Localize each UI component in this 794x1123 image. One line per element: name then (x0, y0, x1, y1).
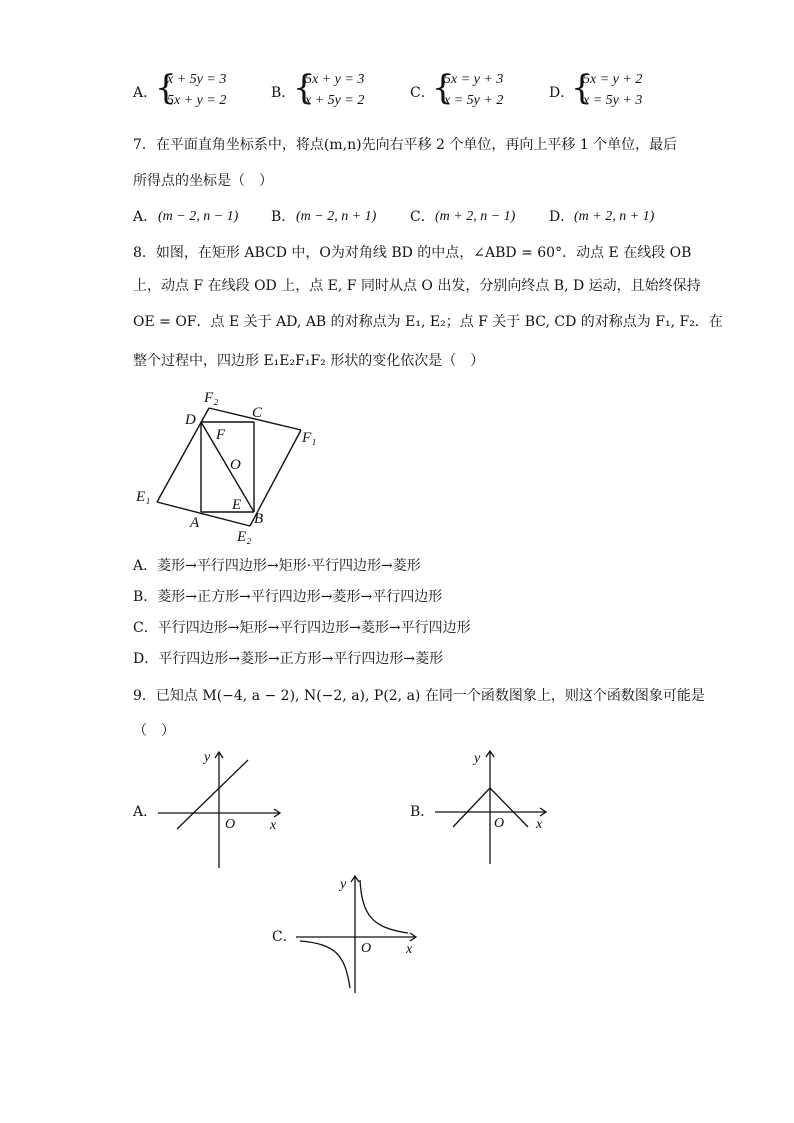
graph-line (177, 760, 248, 829)
q9-option-b-graph (428, 742, 568, 872)
q6-option-a-brace: { (155, 68, 177, 108)
q6-option-b-eq1: 5x + y = 3 (305, 72, 365, 87)
q7-stem-line2: 所得点的坐标是（ ） (133, 173, 273, 189)
hyperbola-branch-2 (300, 941, 350, 988)
axis-label-y: y (340, 877, 347, 892)
q6-option-d-brace: { (571, 68, 593, 108)
q8-stem-line2: 上，动点 F 在线段 OD 上，点 E, F 同时从点 O 出发，分别向终点 B, D 运动，且始终保持 (133, 278, 701, 294)
q9-stem-line1: 9．已知点 M(−4, a − 2), N(−2, a), P(2, a) 在同一个函数图象上，则这个函数图象可能是 (133, 688, 705, 704)
q6-option-a-label: A． (133, 85, 158, 101)
axis-label-x: x (270, 818, 277, 833)
origin-label: O (361, 941, 372, 956)
q9-option-c-graph (292, 868, 432, 998)
q6-option-c-eq1: 5x = y + 3 (444, 72, 504, 87)
q8-option-d: D．平行四边形→菱形→正方形→平行四边形→菱形 (133, 651, 444, 667)
q6-option-c-eq2: x = 5y + 2 (444, 93, 504, 108)
q7-option-d-value: (m + 2, n + 1) (574, 209, 655, 224)
q6-option-c-label: C． (410, 85, 435, 101)
origin-label: O (494, 816, 505, 831)
q9-option-b-label: B． (410, 804, 435, 820)
label-c: C (252, 405, 263, 421)
q9-option-a-graph (150, 742, 290, 872)
label-f1: F₁ (302, 430, 317, 446)
q7-stem-line1: 7．在平面直角坐标系中，将点(m,n)先向右平移 2 个单位，再向上平移 1 个单位，最后 (133, 137, 678, 153)
q9-option-a-label: A． (133, 804, 158, 820)
label-e: E (232, 497, 242, 513)
q7-option-b-value: (m − 2, n + 1) (296, 209, 377, 224)
label-a: A (190, 515, 200, 531)
q8-stem-line3: OE = OF．点 E 关于 AD, AB 的对称点为 E₁, E₂；点 F 关于 BC, CD 的对称点为 F₁, F₂．在 (133, 314, 723, 330)
q7-option-c-value: (m + 2, n − 1) (435, 209, 516, 224)
q7-option-d-label: D． (549, 209, 575, 225)
label-f: F (216, 427, 226, 443)
diagonal-bd (201, 422, 254, 512)
q6-option-b-brace: { (293, 68, 315, 108)
label-e1: E₁ (136, 489, 151, 505)
q8-stem-line1: 8．如图，在矩形 ABCD 中，O为对角线 BD 的中点，∠ABD = 60°．动点 E 在线段 OB (133, 245, 692, 261)
q7-option-a-value: (m − 2, n − 1) (158, 209, 239, 224)
axis-label-y: y (204, 750, 211, 765)
hyperbola-branch-1 (360, 880, 408, 933)
q6-option-b-label: B． (271, 85, 296, 101)
q6-option-a-eq1: x + 5y = 3 (167, 72, 227, 87)
axis-label-y: y (474, 751, 481, 766)
q9-option-c-label: C． (272, 929, 297, 945)
label-f2: F₂ (204, 390, 219, 406)
q6-option-d-eq2: x = 5y + 3 (583, 93, 643, 108)
q7-option-b-label: B． (271, 209, 296, 225)
label-o: O (230, 457, 241, 473)
q6-option-a-eq2: 5x + y = 2 (167, 93, 227, 108)
label-d: D (185, 412, 196, 428)
origin-label: O (225, 817, 236, 832)
q6-option-d-label: D． (549, 85, 575, 101)
q7-option-c-label: C． (410, 209, 435, 225)
label-b: B (254, 511, 264, 527)
q8-stem-line4: 整个过程中，四边形 E₁E₂F₁F₂ 形状的变化依次是（ ） (133, 353, 485, 369)
q8-option-a: A．菱形→平行四边形→矩形·平行四边形→菱形 (133, 558, 421, 574)
q6-option-d-eq1: 5x = y + 2 (583, 72, 643, 87)
axis-label-x: x (406, 942, 413, 957)
q9-stem-line2: （ ） (133, 723, 175, 739)
q8-rectangle-figure (130, 385, 330, 545)
q6-option-c-brace: { (432, 68, 454, 108)
label-e2: E₂ (237, 529, 252, 545)
q8-option-c: C．平行四边形→矩形→平行四边形→菱形→平行四边形 (133, 620, 471, 636)
q7-option-a-label: A． (133, 209, 158, 225)
q6-option-b-eq2: x + 5y = 2 (305, 93, 365, 108)
q8-option-b: B．菱形→正方形→平行四边形→菱形→平行四边形 (133, 589, 443, 605)
axis-label-x: x (536, 817, 543, 832)
